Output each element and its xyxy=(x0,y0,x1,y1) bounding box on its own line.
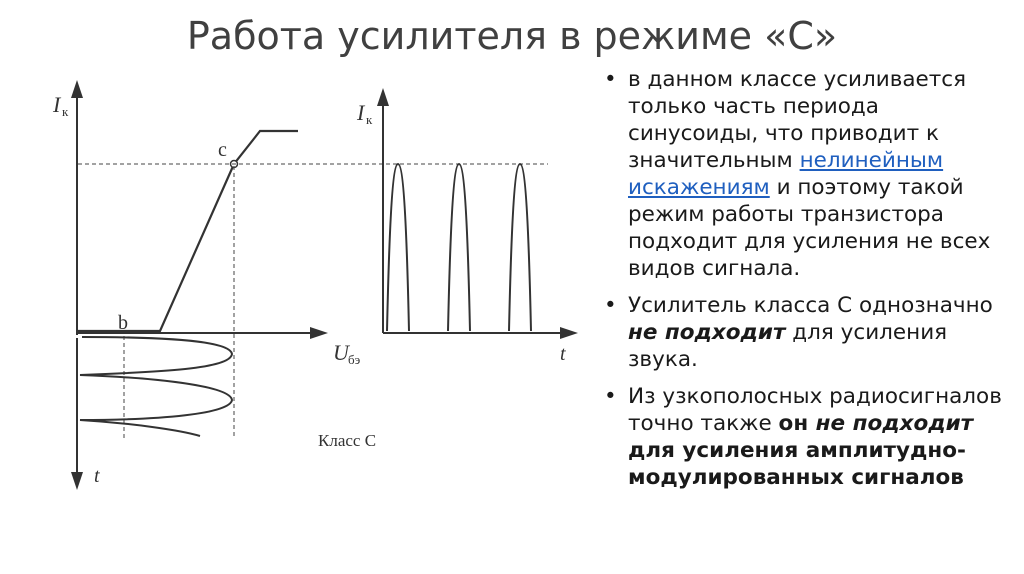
point-c-label: c xyxy=(218,139,227,161)
left-x-label: U xyxy=(333,340,349,365)
bullet-item-3 xyxy=(604,383,1014,491)
bullet-2-text-b: для усиления звука. xyxy=(628,320,948,372)
bullet-3-bold-a: он xyxy=(778,411,816,436)
transfer-curve xyxy=(78,131,298,331)
point-b-label: b xyxy=(118,312,128,334)
right-x-label: t xyxy=(560,343,566,365)
right-y-sub: к xyxy=(366,112,373,127)
left-x-sub: бэ xyxy=(348,352,361,367)
bullet-3-text-a: Из узкополосных радиосигналов точно также xyxy=(628,384,1002,436)
bullet-item-2 xyxy=(604,292,1014,373)
bullet-2-text-a: Усилитель класса С однозначно xyxy=(628,293,993,318)
bullet-marker: • xyxy=(604,293,617,318)
bullet-2-emphasis: не подходит xyxy=(628,320,786,345)
bullet-marker: • xyxy=(604,67,617,92)
output-pulse-2 xyxy=(448,164,470,331)
bullet-marker: • xyxy=(604,384,617,409)
bullet-3-bold-b: для усиления амплитудно-модулированных сигналов xyxy=(628,438,966,490)
input-sinusoid xyxy=(80,337,232,436)
diagram-caption: Класс C xyxy=(318,431,377,450)
bullet-list xyxy=(604,66,1014,501)
left-time-label: t xyxy=(94,465,100,487)
bullet-3-emphasis: не подходит xyxy=(815,411,974,436)
bullet-1-text-a: в данном классе усиливается только часть периода синусоиды, что приводит к значительным xyxy=(628,67,967,173)
bullet-item-1 xyxy=(604,66,1014,282)
slide-title: Работа усилителя в режиме «С» xyxy=(186,14,838,58)
output-pulse-3 xyxy=(509,164,531,331)
output-pulse-1 xyxy=(387,164,409,331)
bullet-1-text-b: и поэтому такой режим работы транзистора подходит для усиления не всех видов сигнала. xyxy=(628,175,991,281)
left-y-label: I xyxy=(53,92,61,117)
nonlinear-distortion-link[interactable]: нелинейным искажениям xyxy=(628,148,944,200)
left-y-sub: к xyxy=(62,104,69,119)
right-y-label: I xyxy=(357,100,365,125)
